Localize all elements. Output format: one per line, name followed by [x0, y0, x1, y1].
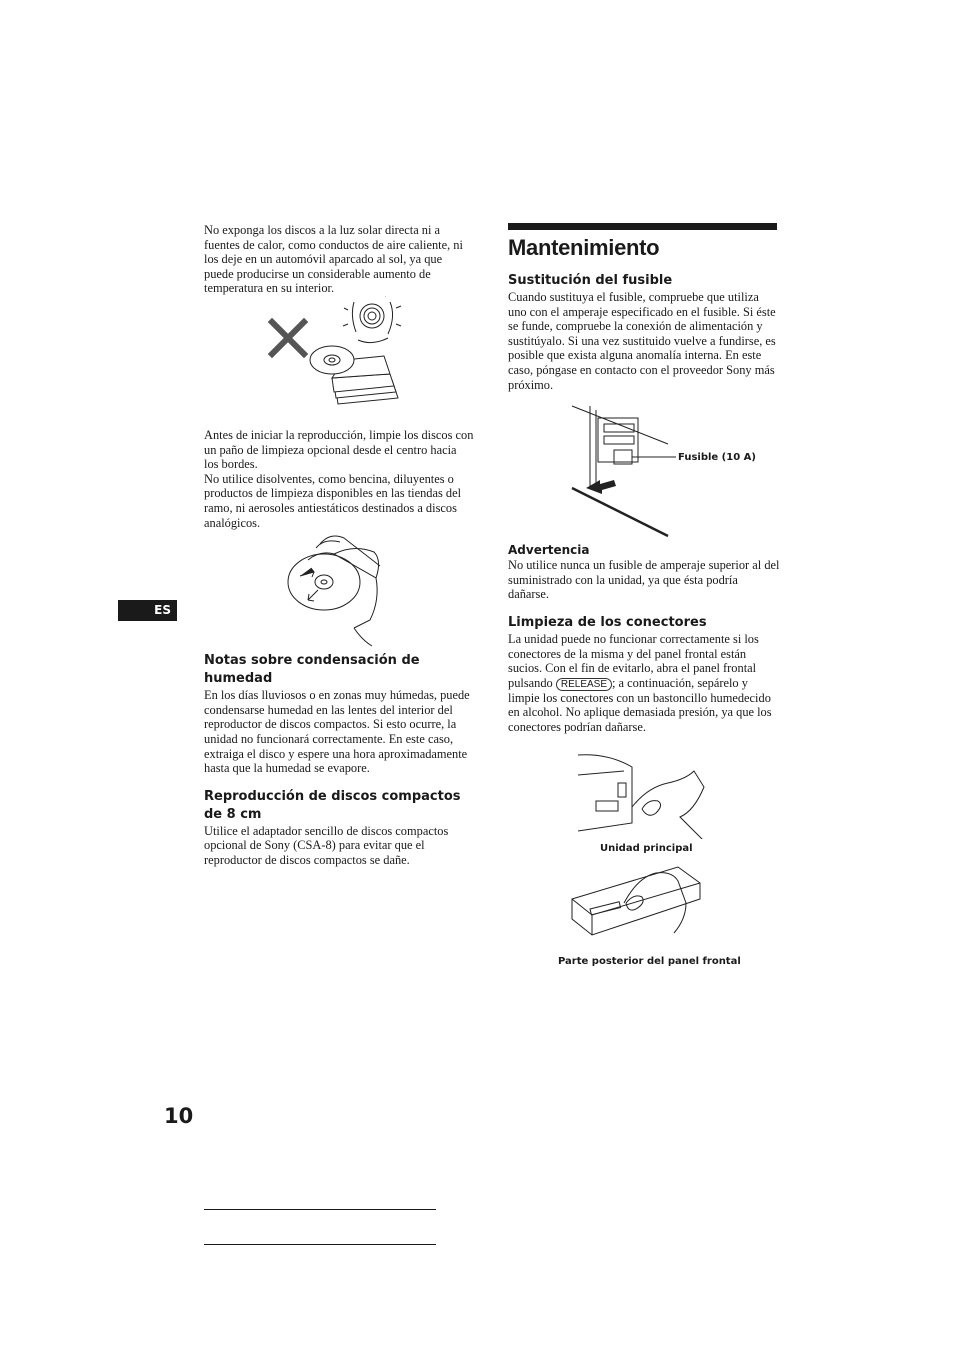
disc-cleaning-figure [204, 530, 474, 652]
release-button-icon: RELEASE [556, 678, 612, 691]
disc-heat-figure [204, 296, 474, 428]
disc-case-icon [310, 346, 398, 404]
footer-rule-2 [204, 1244, 436, 1245]
fuse-text: Cuando sustituya el fusible, compruebe que utiliza uno con el amperaje especificado en el fusible. Si éste se funde, compruebe la conexión de alimentación y sustitúyalo. Si una vez sustituido vuelve a fundirse, es posible que exista alguna anomalía interna. En este caso, póngase en contacto con el proveedor Sony más próximo. [508, 290, 776, 392]
front-panel-figure [508, 863, 780, 971]
language-tab [118, 600, 177, 621]
page-number: 10 [164, 1104, 194, 1128]
left-column [204, 223, 474, 867]
8cm-disc-heading: Reproducción de discos compactos de 8 cm [204, 788, 461, 822]
warning-text: No utilice nunca un fusible de amperaje superior al del suministrado con la unidad, ya que ésta podría dañarse. [508, 558, 780, 602]
footer-rule-1 [204, 1209, 436, 1210]
disc-cleaning-icon [288, 536, 380, 646]
sunlight-warning-text: No exponga los discos a la luz solar directa ni a fuentes de calor, como conductos de aire caliente, ni los deje en un automóvil aparcado al sol, ya que puede producirse un considerable aumento de temperatura en su interior. [204, 223, 463, 296]
main-unit-caption: Unidad principal [600, 842, 693, 854]
section-title: Mantenimiento [508, 235, 660, 260]
fuse-label: Fusible (10 A) [678, 452, 756, 464]
fuse-heading: Sustitución del fusible [508, 273, 673, 288]
prohibited-x-icon [272, 322, 304, 354]
cleaning-text: Antes de iniciar la reproducción, limpie los discos con un paño de limpieza opcional desde el centro hacia los bordes. [204, 427, 474, 472]
main-unit-figure [508, 747, 780, 854]
title-rule [508, 223, 777, 230]
solvent-warning-text: No utilice disolventes, como bencina, diluyentes o productos de limpieza disponibles en las tiendas del ramo, ni aerosoles antiestáticos destinados a discos analógicos. [204, 471, 462, 530]
sun-icon [343, 296, 401, 343]
front-panel-icon [572, 867, 700, 935]
condensation-text: En los días lluviosos o en zonas muy húmedas, puede condensarse humedad en las lentes del interior del reproductor de discos compactos. Si esto ocurre, la unidad no funcionará correctamente. En este caso, extraiga el disco y espere una hora aproximadamente hasta que la humedad se evapore. [204, 688, 470, 776]
connectors-text: La unidad puede no funcionar correctamente si los conectores de la misma y del panel frontal están sucios. Con el fin de evitarlo, abra el panel frontal pulsando RELEASE ; a continuación, sepárelo y limpie los conectores con un bastoncillo humedecido en alcohol. No aplique demasiada presión, ya que los conectores podrían dañarse. [508, 631, 772, 734]
8cm-disc-text: Utilice el adaptador sencillo de discos compactos opcional de Sony (CSA-8) para evitar que el reproductor de discos compactos se dañe. [204, 823, 449, 867]
right-column [508, 223, 780, 971]
fuse-slot-icon [572, 406, 676, 536]
connectors-heading: Limpieza de los conectores [508, 614, 707, 630]
main-unit-icon [578, 754, 704, 838]
fuse-figure [508, 392, 780, 542]
language-tab-label: ES [154, 603, 171, 617]
warning-heading: Advertencia [508, 543, 590, 558]
front-panel-caption: Parte posterior del panel frontal [558, 955, 741, 967]
condensation-heading: Notas sobre condensación de humedad [204, 653, 420, 687]
